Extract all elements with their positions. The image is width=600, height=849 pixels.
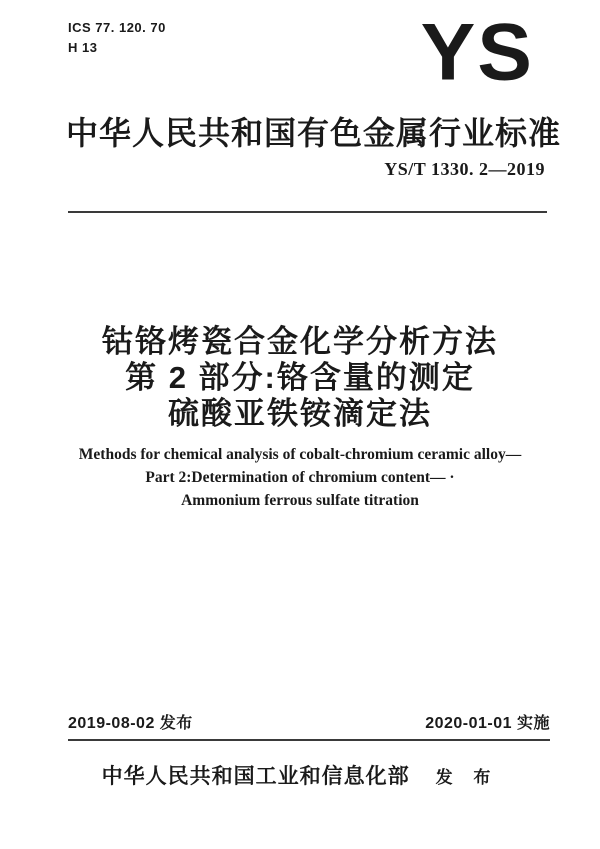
- publisher-name: 中华人民共和国工业和信息化部: [101, 765, 410, 788]
- date-row: [68, 710, 550, 741]
- standard-number: YS/T 1330. 2—2019: [384, 159, 545, 179]
- chinese-title: [0, 324, 600, 432]
- publisher-row: [0, 760, 600, 790]
- classification-codes: [68, 18, 166, 58]
- header-divider-line: [68, 211, 547, 213]
- implementation-date: 2020-01-01 实施: [425, 715, 550, 732]
- chinese-title-line3: 硫酸亚铁铵滴定法: [168, 396, 432, 431]
- english-title-line3: Ammonium ferrous sulfate titration: [181, 492, 419, 509]
- english-title-line1: Methods for chemical analysis of cobalt-chromium ceramic alloy—: [78, 446, 522, 463]
- ys-logo: YS: [420, 7, 534, 98]
- doc-class-code: H 13: [68, 40, 98, 55]
- ics-code: ICS 77. 120. 70: [68, 20, 166, 35]
- chinese-title-line2: 第 2 部分:铬含量的测定: [125, 360, 475, 395]
- chinese-title-line1: 钴铬烤瓷合金化学分析方法: [102, 324, 498, 359]
- english-title-line2: Part 2:Determination of chromium content— ·: [145, 469, 455, 486]
- issue-date: 2019-08-02 发布: [68, 715, 193, 732]
- english-title: [0, 443, 600, 512]
- standard-heading: 中华人民共和国有色金属行业标准: [66, 115, 562, 151]
- publisher-action: 发 布: [435, 768, 499, 787]
